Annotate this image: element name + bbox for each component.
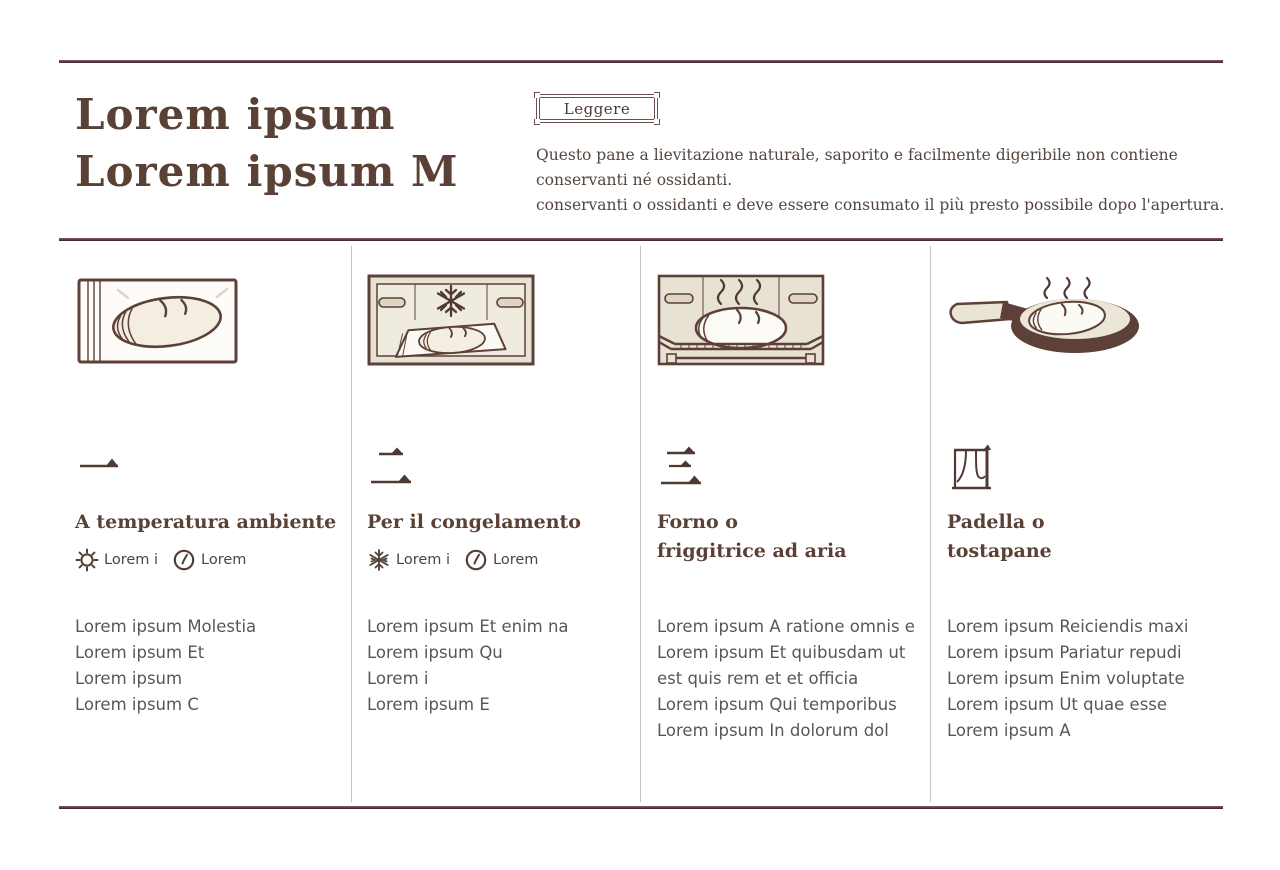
title-line-1: Lorem ipsum <box>75 90 396 139</box>
column-heading: Forno o friggitrice ad aria <box>657 511 847 562</box>
chinese-numeral-four-icon <box>947 438 995 494</box>
list-item: Lorem ipsum Qu <box>367 643 503 662</box>
column-divider-1 <box>351 246 352 802</box>
column-heading: Per il congelamento <box>367 511 581 533</box>
column-heading: Padella o tostapane <box>947 511 1052 562</box>
meta-label: Lorem <box>201 552 247 568</box>
column-heading: A temperatura ambiente <box>75 511 337 533</box>
chinese-numeral-two-icon <box>367 438 415 494</box>
list-item: Lorem ipsum Qui temporibus <box>657 695 897 714</box>
list-item: Lorem ipsum Enim voluptate <box>947 669 1185 688</box>
tip-list <box>657 614 915 744</box>
snowflake-icon <box>367 548 391 572</box>
list-item: Lorem ipsum Ut quae esse <box>947 695 1168 714</box>
meta-item <box>367 548 450 572</box>
list-item: Lorem ipsum Et quibusdam ut <box>657 643 906 662</box>
chinese-numeral-three-icon <box>657 438 705 494</box>
intro-paragraph <box>536 143 1236 218</box>
list-item: Lorem ipsum In dolorum dol <box>657 721 889 740</box>
tip-list <box>75 614 256 718</box>
list-item: Lorem ipsum <box>75 669 183 688</box>
leggere-badge[interactable] <box>536 94 658 123</box>
column-divider-2 <box>640 246 641 802</box>
list-item: Lorem ipsum Reiciendis maxi <box>947 617 1189 636</box>
bread-in-oven-illustration <box>657 274 825 366</box>
list-item: Lorem i <box>367 669 429 688</box>
meta-item <box>75 548 158 572</box>
chinese-numeral-one-icon <box>75 438 123 494</box>
list-item: Lorem ipsum Et <box>75 643 205 662</box>
tip-list <box>947 614 1188 744</box>
list-item: est quis rem et et officia <box>657 669 859 688</box>
list-item: Lorem ipsum C <box>75 695 199 714</box>
list-item: Lorem ipsum A <box>947 721 1071 740</box>
bread-in-bag-illustration <box>75 274 240 366</box>
badge-label: Leggere <box>563 99 631 118</box>
bread-in-freezer-illustration <box>367 274 535 366</box>
meta-row <box>75 548 260 572</box>
intro-line-1: Questo pane a lievitazione naturale, saporito e facilmente digeribile non contiene conservanti né ossidanti. <box>536 146 1178 189</box>
column-freezing <box>367 240 635 810</box>
meta-label: Lorem i <box>104 552 159 568</box>
meta-row <box>367 548 552 572</box>
column-room-temperature <box>75 240 343 810</box>
list-item: Lorem ipsum Pariatur repudi <box>947 643 1182 662</box>
page-title <box>75 86 459 200</box>
meta-item <box>172 548 246 572</box>
list-item: Lorem ipsum Et enim na <box>367 617 569 636</box>
meta-item <box>464 548 538 572</box>
top-rule <box>59 60 1223 63</box>
list-item: Lorem ipsum A ratione omnis e <box>657 617 915 636</box>
sun-icon <box>75 548 99 572</box>
column-pan-toaster <box>947 240 1215 810</box>
list-item: Lorem ipsum E <box>367 695 490 714</box>
tip-list <box>367 614 569 718</box>
clock-icon <box>464 548 488 572</box>
intro-line-2: conservanti o ossidanti e deve essere consumato il più presto possibile dopo l'apertura. <box>536 196 1225 214</box>
column-oven-air-fryer <box>657 240 925 810</box>
bottom-rule <box>59 806 1223 809</box>
meta-label: Lorem i <box>396 552 451 568</box>
meta-label: Lorem <box>493 552 539 568</box>
title-line-2: Lorem ipsum M <box>75 147 459 196</box>
column-divider-3 <box>930 246 931 802</box>
list-item: Lorem ipsum Molestia <box>75 617 257 636</box>
bread-in-pan-illustration <box>947 274 1142 366</box>
clock-icon <box>172 548 196 572</box>
